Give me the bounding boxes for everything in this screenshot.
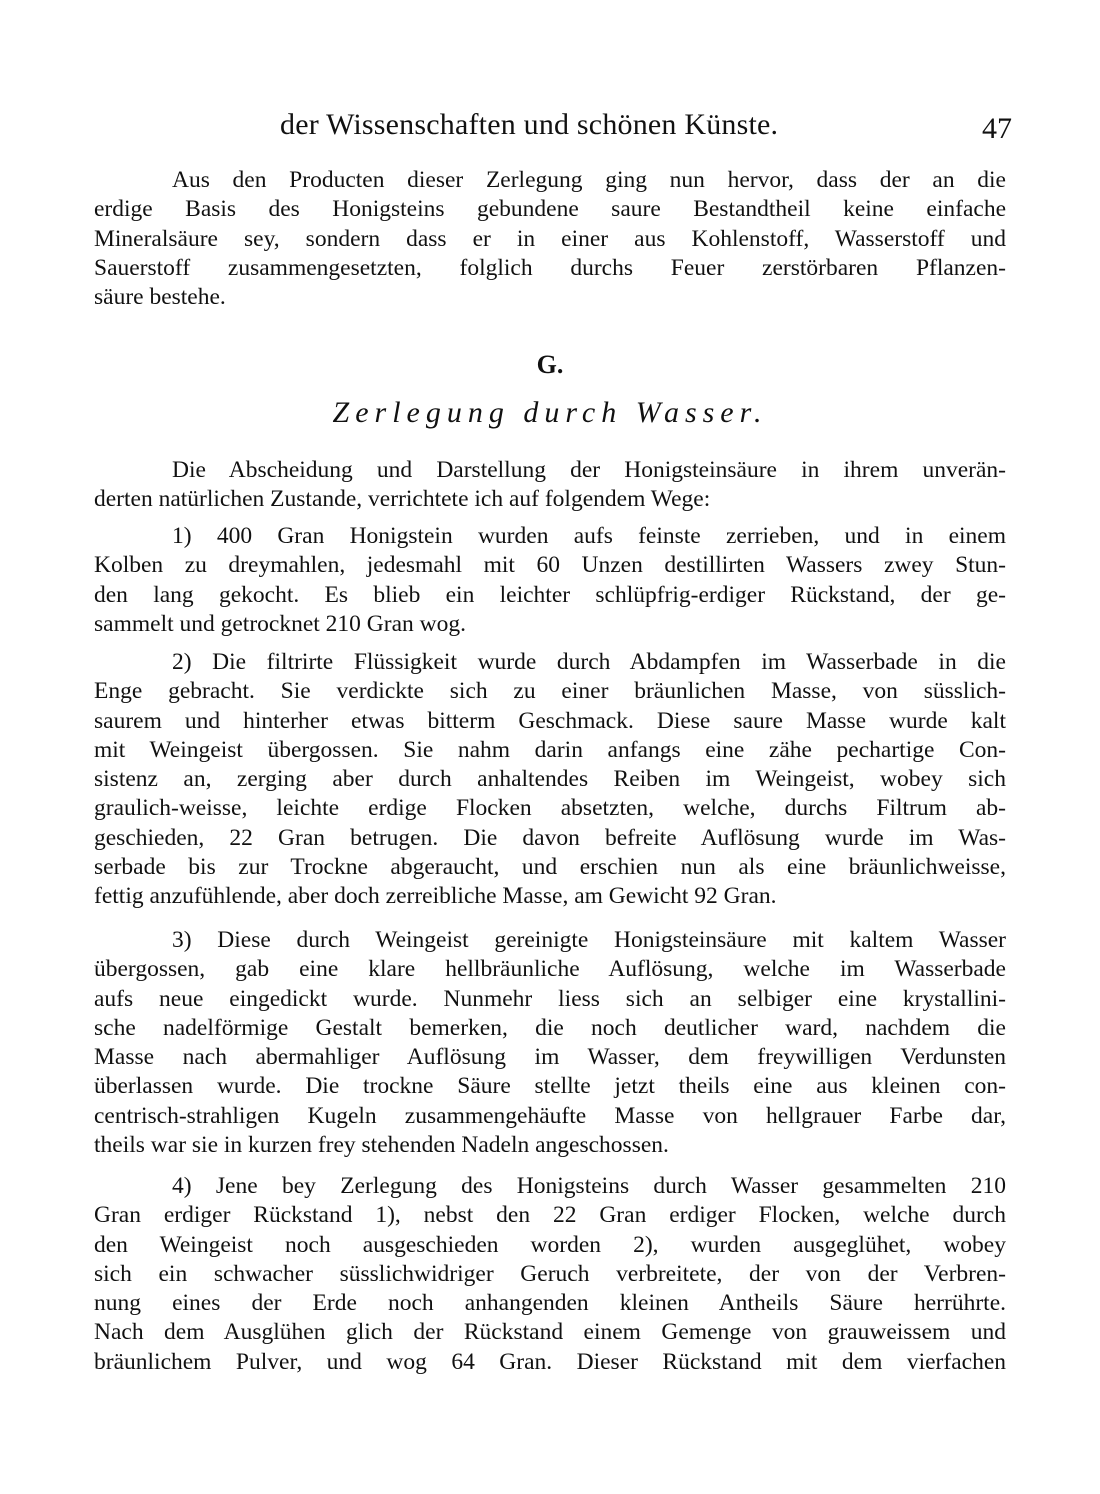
text-line: 1) 400 Gran Honigstein wurden aufs feinste zerrieben, und in einem (172, 523, 1006, 549)
text-line: überlassen wurde. Die trockne Säure stellte jetzt theils eine aus kleinen con- (94, 1073, 1006, 1100)
text-line: derten natürlichen Zustande, verrichtete ich auf folgendem Wege: (94, 486, 711, 513)
text-line: centrisch-strahligen Kugeln zusammengehäufte Masse von hellgrauer Farbe dar, (94, 1102, 1006, 1129)
text-line: fettig anzufühlende, aber doch zerreibliche Masse, am Gewicht 92 Gran. (94, 883, 777, 910)
text-line: erdige Basis des Honigsteins gebundene saure Bestandtheil keine einfache (94, 196, 1006, 223)
text-line: graulich-weisse, leichte erdige Flocken absetzten, welche, durchs Filtrum ab- (94, 795, 1006, 822)
text-line: saurem und hinterher etwas bitterm Geschmack. Diese saure Masse wurde kalt (94, 707, 1006, 734)
text-line: sammelt und getrocknet 210 Gran wog. (94, 610, 466, 637)
text-line: Aus den Producten dieser Zerlegung ging nun hervor, dass der an die (172, 167, 1006, 193)
page-number: 47 (982, 112, 1012, 145)
running-head: der Wissenschaften und schönen Künste. (280, 108, 779, 141)
paragraph-4 (94, 1172, 1006, 1377)
text-line: Die Abscheidung und Darstellung der Honigsteinsäure in ihrem unverän- (172, 457, 1006, 483)
text-line: übergossen, gab eine klare hellbräunliche Auflösung, welche im Wasserbade (94, 956, 1006, 983)
paragraph-3 (94, 926, 1006, 1160)
text-line: geschieden, 22 Gran betrugen. Die davon befreite Auflösung wurde im Was- (94, 824, 1006, 851)
text-line: 4) Jene bey Zerlegung des Honigsteins durch Wasser gesammelten 210 (172, 1173, 1006, 1199)
intro-paragraph (94, 166, 1006, 312)
text-line: theils war sie in kurzen frey stehenden Nadeln angeschossen. (94, 1132, 669, 1159)
text-line: Gran erdiger Rückstand 1), nebst den 22 Gran erdiger Flocken, welche durch (94, 1202, 1006, 1229)
text-line: aufs neue eingedickt wurde. Nunmehr liess sich an selbiger eine krystallini- (94, 985, 1006, 1012)
text-line: sich ein schwacher süsslichwidriger Geruch verbreitete, der von der Verbren- (94, 1260, 1006, 1287)
text-line: Mineralsäure sey, sondern dass er in einer aus Kohlenstoff, Wasserstoff und (94, 225, 1006, 252)
text-line: säure bestehe. (94, 284, 226, 311)
paragraph-2 (94, 648, 1006, 912)
paragraph-1 (94, 522, 1006, 639)
section-title: Zerlegung durch Wasser. (332, 396, 768, 429)
text-line: 2) Die filtrirte Flüssigkeit wurde durch Abdampfen im Wasserbade in die (172, 649, 1006, 675)
text-line: sistenz an, zerging aber durch anhaltendes Reiben im Weingeist, wobey sich (94, 766, 1006, 793)
text-line: Kolben zu dreymahlen, jedesmahl mit 60 Unzen destillirten Wassers zwey Stun- (94, 552, 1006, 579)
text-line: nung eines der Erde noch anhangenden kleinen Antheils Säure herrührte. (94, 1290, 1006, 1317)
text-line: den Weingeist noch ausgeschieden worden 2), wurden ausgeglühet, wobey (94, 1231, 1006, 1258)
text-line: 3) Diese durch Weingeist gereinigte Honigsteinsäure mit kaltem Wasser (172, 927, 1006, 953)
text-line: mit Weingeist übergossen. Sie nahm darin anfangs eine zähe pechartige Con- (94, 736, 1006, 763)
text-line: bräunlichem Pulver, und wog 64 Gran. Dieser Rückstand mit dem vierfachen (94, 1348, 1006, 1375)
section-letter: G. (536, 350, 564, 379)
text-line: den lang gekocht. Es blieb ein leichter schlüpfrig-erdiger Rückstand, der ge- (94, 581, 1006, 608)
text-line: Masse nach abermahliger Auflösung im Wasser, dem freywilligen Verdunsten (94, 1044, 1006, 1071)
text-line: Enge gebracht. Sie verdickte sich zu einer bräunlichen Masse, von süsslich- (94, 678, 1006, 705)
lead-paragraph (94, 456, 1006, 515)
text-line: Nach dem Ausglühen glich der Rückstand einem Gemenge von grauweissem und (94, 1319, 1006, 1346)
text-line: sche nadelförmige Gestalt bemerken, die noch deutlicher ward, nachdem die (94, 1014, 1006, 1041)
text-line: serbade bis zur Trockne abgeraucht, und erschien nun als eine bräunlichweisse, (94, 854, 1006, 881)
text-line: Sauerstoff zusammengesetzten, folglich durchs Feuer zerstörbaren Pflanzen- (94, 254, 1006, 281)
